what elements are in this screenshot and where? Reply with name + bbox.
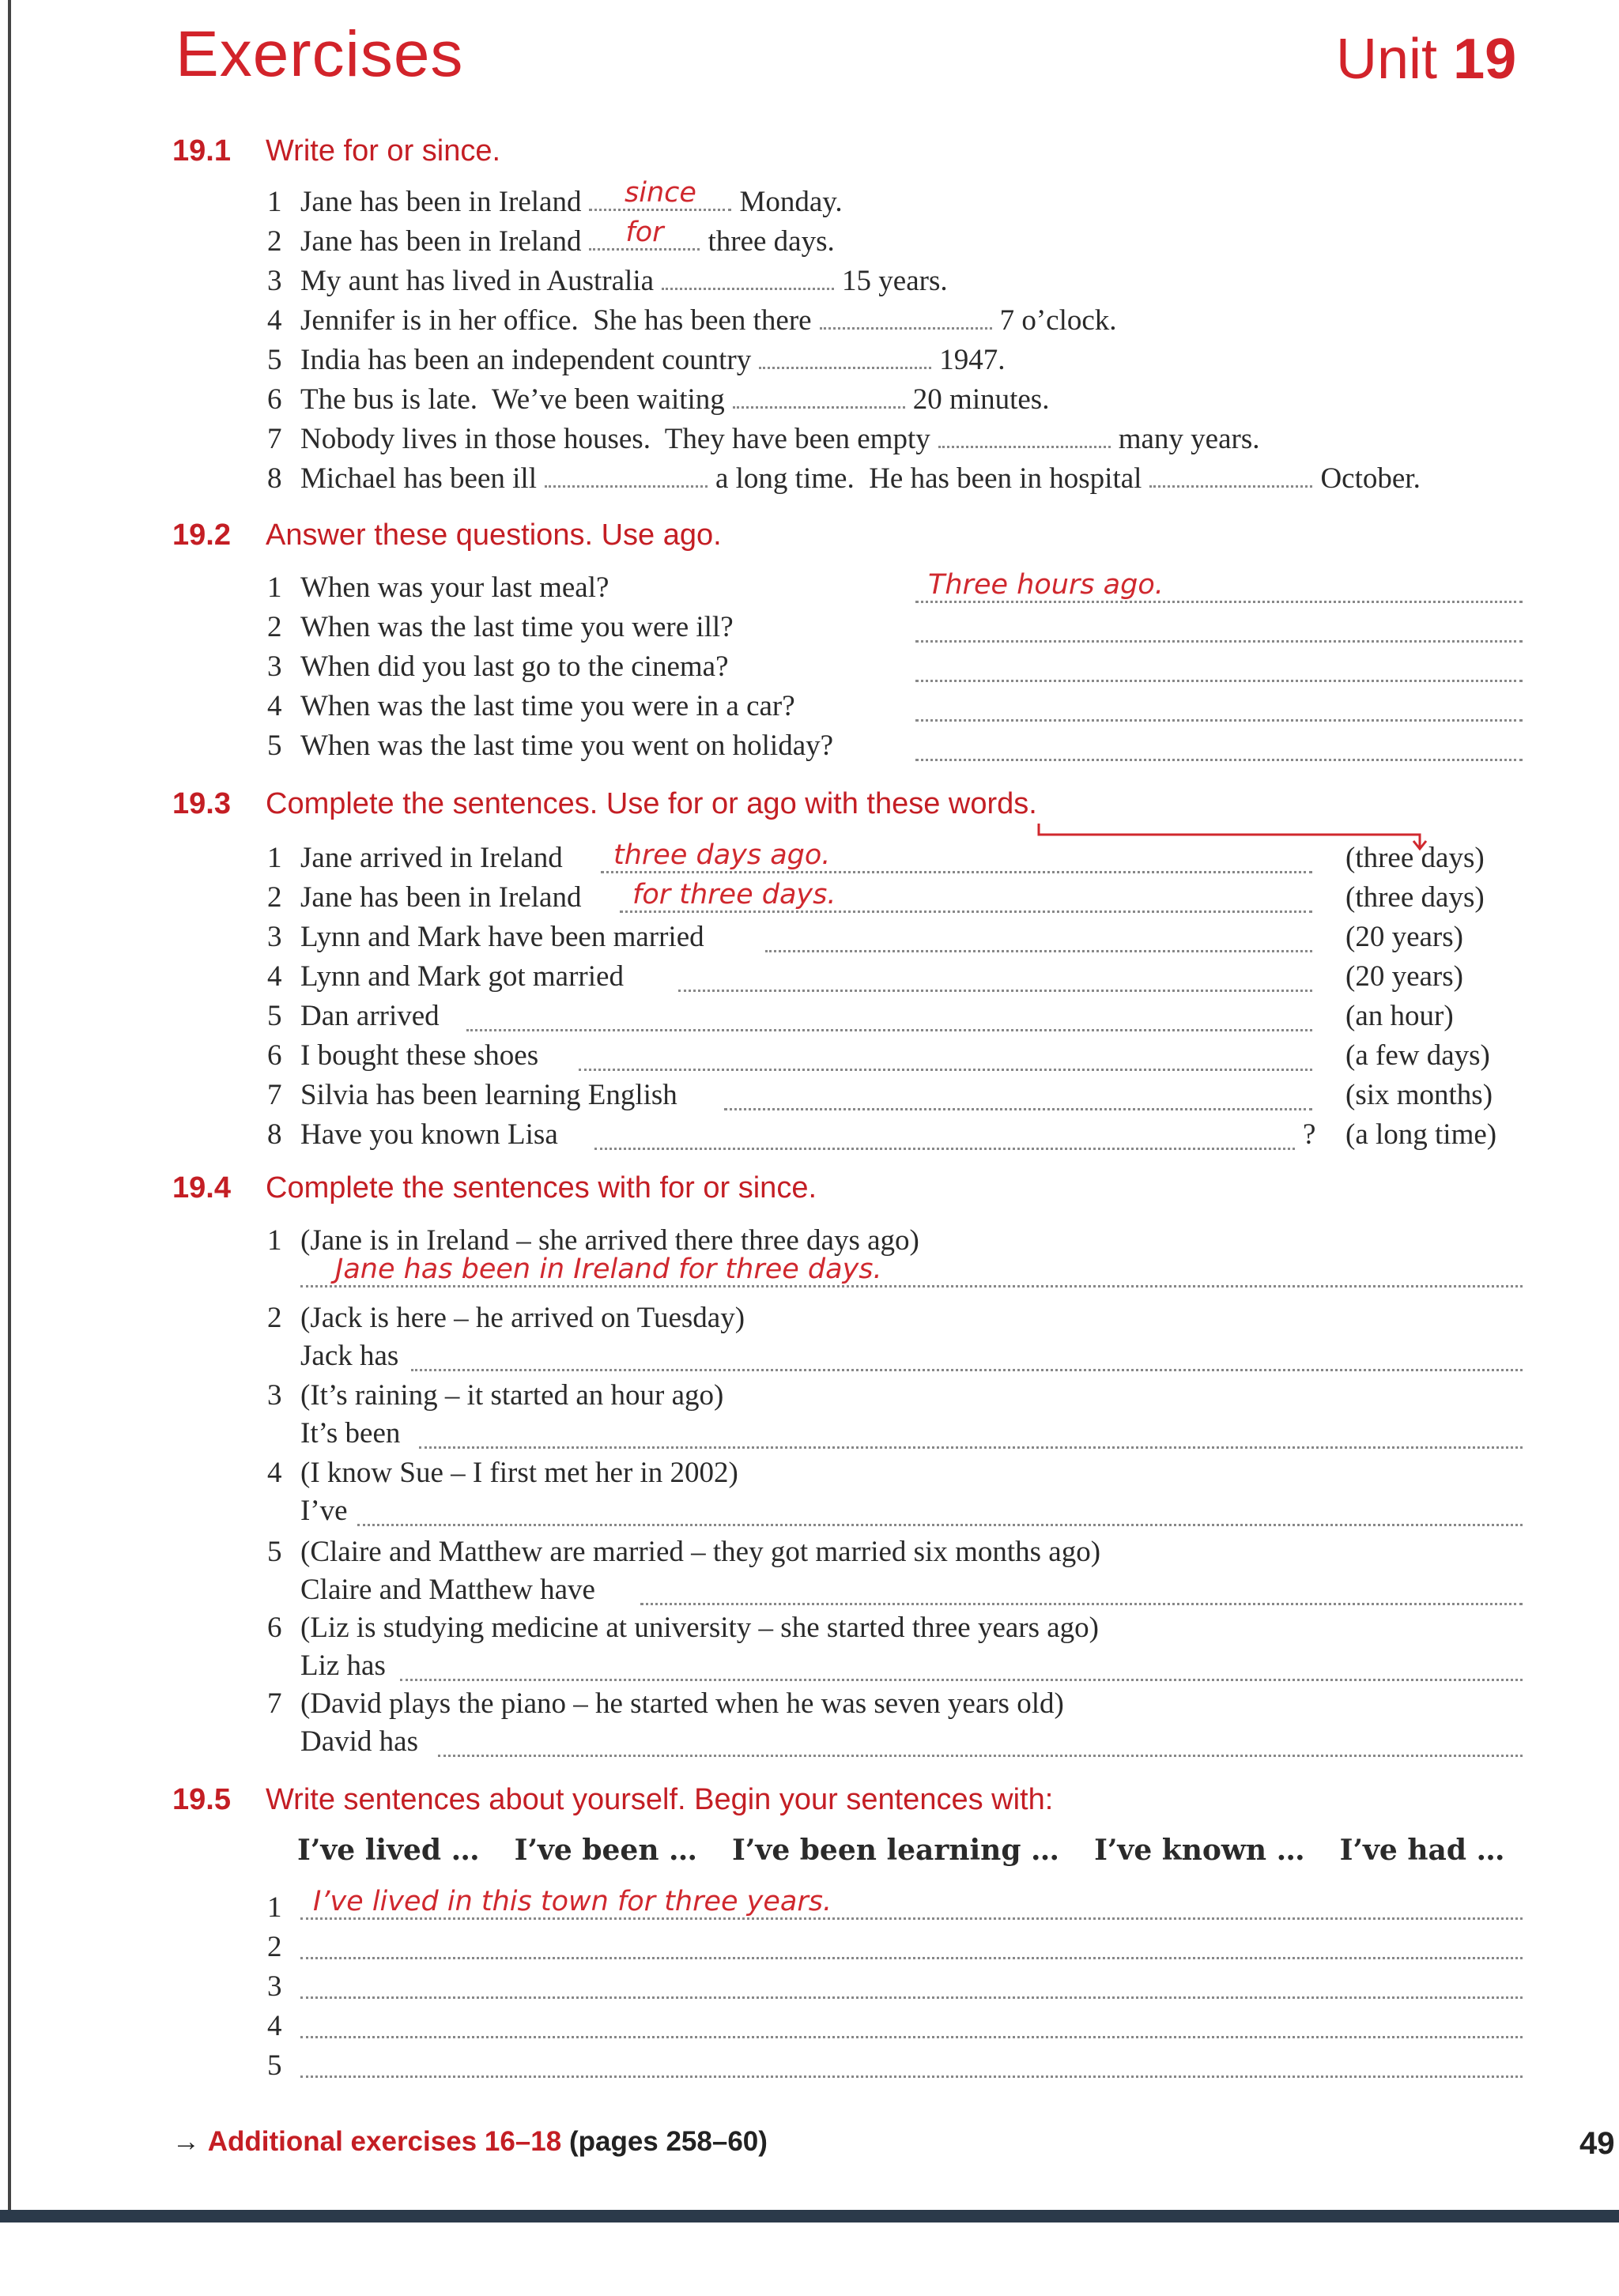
exercise-number: 19.4 xyxy=(172,1171,231,1205)
answer-blank[interactable] xyxy=(733,383,905,409)
exercise-item: 4 xyxy=(267,2010,282,2042)
sentence-start: It’s been xyxy=(300,1417,401,1450)
starter: I’ve been learning … xyxy=(732,1834,1060,1867)
exercise-item: 6 The bus is late. We’ve been waiting 20 minutes. xyxy=(267,383,1050,416)
arrow-right-icon: → xyxy=(172,2126,200,2157)
exercise-heading-19-5 xyxy=(172,1783,1053,1817)
page-number: 49 xyxy=(1579,2126,1615,2161)
exercise-number: 19.5 xyxy=(172,1783,231,1816)
word-hint: (six months) xyxy=(1345,1079,1493,1111)
answer-line[interactable] xyxy=(678,966,1312,992)
handwritten-answer: for three days. xyxy=(632,879,836,910)
handwritten-answer: three days ago. xyxy=(613,839,831,871)
answer-line[interactable] xyxy=(411,1345,1523,1371)
exercise-item: 4 Jennifer is in her office. She has been there 7 o’clock. xyxy=(267,304,1117,337)
word-hint: (a few days) xyxy=(1345,1039,1490,1072)
exercise-item: 5 India has been an independent country 1947. xyxy=(267,344,1006,376)
exercise-item: 3 xyxy=(267,1970,282,2003)
exercise-item: 1 When was your last meal? xyxy=(267,571,609,604)
word-hint: (20 years) xyxy=(1345,960,1463,993)
exercise-item: 5 xyxy=(267,2049,282,2082)
answer-blank[interactable] xyxy=(820,303,992,330)
answer-blank[interactable] xyxy=(938,422,1111,448)
exercise-item: 5 When was the last time you went on holiday? xyxy=(267,730,834,762)
answer-line[interactable] xyxy=(915,735,1523,761)
exercise-item: 3 When did you last go to the cinema? xyxy=(267,650,729,683)
handwritten-answer: since xyxy=(625,177,696,209)
exercise-number: 19.2 xyxy=(172,518,231,552)
exercise-item: 1 Jane arrived in Ireland xyxy=(267,842,563,874)
exercise-item: 2 Jane has been in Ireland xyxy=(267,881,582,914)
exercise-item: 5 (Claire and Matthew are married – they got married six months ago) xyxy=(267,1536,1101,1568)
sentence-starters xyxy=(297,1834,1540,1867)
sentence-start: David has xyxy=(300,1725,418,1758)
sentence-start: I’ve xyxy=(300,1495,348,1527)
exercise-item: 1 Jane has been in Ireland since Monday. xyxy=(267,177,843,218)
exercise-heading-19-4 xyxy=(172,1171,817,1205)
exercise-item: 7 Silvia has been learning English xyxy=(267,1079,677,1111)
starter: I’ve had … xyxy=(1339,1834,1505,1867)
exercise-item: 6 (Liz is studying medicine at university – she started three years ago) xyxy=(267,1612,1100,1644)
answer-blank[interactable] xyxy=(759,343,931,369)
exercise-instruction: Answer these questions. Use ago. xyxy=(266,518,722,552)
answer-blank[interactable] xyxy=(589,217,700,251)
page-reference: (pages 258–60) xyxy=(568,2126,768,2157)
answer-line[interactable] xyxy=(466,1005,1312,1031)
answer-line[interactable] xyxy=(300,1933,1523,1959)
exercise-item: 2 xyxy=(267,1931,282,1963)
exercise-number: 19.3 xyxy=(172,787,231,820)
exercise-item: 1 (Jane is in Ireland – she arrived there three days ago) xyxy=(267,1224,919,1257)
answer-blank[interactable] xyxy=(589,177,731,211)
exercise-item: 7 Nobody lives in those houses. They have been empty many years. xyxy=(267,423,1260,455)
answer-blank[interactable] xyxy=(545,462,708,488)
answer-line[interactable] xyxy=(640,1579,1523,1605)
bottom-border xyxy=(0,2210,1619,2222)
exercise-item: 5 Dan arrived xyxy=(267,1000,440,1032)
sentence-start: Claire and Matthew have xyxy=(300,1574,595,1606)
handwritten-answer: Jane has been in Ireland for three days. xyxy=(335,1254,882,1285)
answer-line[interactable] xyxy=(300,1886,1523,1920)
answer-line[interactable] xyxy=(438,1731,1523,1757)
exercise-item: 8 Michael has been ill a long time. He has been in hospital October. xyxy=(267,462,1421,495)
exercise-number: 19.1 xyxy=(172,134,231,168)
handwritten-answer: for xyxy=(625,217,664,248)
page-title: Exercises xyxy=(175,18,464,90)
exercise-item: 3 (It’s raining – it started an hour ago) xyxy=(267,1379,724,1412)
exercise-item: 8 Have you known Lisa xyxy=(267,1118,558,1151)
unit-label: Unit 19 xyxy=(1336,28,1517,91)
sentence-start: Liz has xyxy=(300,1649,386,1682)
answer-line[interactable] xyxy=(357,1500,1523,1526)
answer-line[interactable] xyxy=(915,616,1523,643)
answer-line[interactable] xyxy=(300,2052,1523,2078)
answer-line[interactable] xyxy=(579,1045,1312,1071)
additional-exercises-link[interactable] xyxy=(172,2126,768,2158)
word-hint: (a long time) xyxy=(1345,1118,1497,1151)
exercise-item: 7 (David plays the piano – he started when he was seven years old) xyxy=(267,1687,1064,1720)
answer-line[interactable] xyxy=(400,1655,1523,1681)
starter: I’ve been … xyxy=(514,1834,698,1867)
exercise-item: 6 I bought these shoes xyxy=(267,1039,539,1072)
answer-line[interactable] xyxy=(620,879,1312,913)
exercise-item: 4 (I know Sue – I first met her in 2002) xyxy=(267,1457,738,1489)
exercise-instruction: Write for or since. xyxy=(266,134,501,168)
answer-line[interactable] xyxy=(419,1423,1523,1449)
answer-line[interactable] xyxy=(300,1973,1523,1999)
word-hint: (three days) xyxy=(1345,881,1485,914)
starter: I’ve lived … xyxy=(297,1834,480,1867)
exercise-item: 4 When was the last time you were in a car? xyxy=(267,690,795,722)
answer-line[interactable] xyxy=(300,1254,1523,1287)
answer-line[interactable] xyxy=(601,839,1312,873)
answer-line[interactable] xyxy=(594,1124,1295,1150)
link-text: Additional exercises 16–18 xyxy=(207,2126,562,2157)
handwritten-answer: Three hours ago. xyxy=(928,569,1164,601)
exercise-heading-19-2 xyxy=(172,518,722,552)
handwritten-answer: I’ve lived in this town for three years. xyxy=(313,1886,832,1917)
exercise-item: 4 Lynn and Mark got married xyxy=(267,960,624,993)
word-hint: (an hour) xyxy=(1345,1000,1454,1032)
word-hint: (three days) xyxy=(1345,842,1485,874)
answer-blank[interactable] xyxy=(1149,462,1312,488)
answer-line[interactable] xyxy=(915,656,1523,682)
exercise-heading-19-3 xyxy=(172,787,1037,821)
exercise-heading-19-1 xyxy=(172,134,500,168)
sentence-start: Jack has xyxy=(300,1340,399,1372)
exercise-item: 2 (Jack is here – he arrived on Tuesday) xyxy=(267,1302,745,1334)
answer-line[interactable] xyxy=(915,569,1523,603)
unit-number: 19 xyxy=(1453,28,1517,91)
exercise-instruction: Write sentences about yourself. Begin your sentences with: xyxy=(266,1783,1054,1816)
answer-blank[interactable] xyxy=(662,264,834,290)
exercise-item: 3 Lynn and Mark have been married xyxy=(267,921,704,953)
answer-line[interactable] xyxy=(724,1084,1312,1110)
answer-line[interactable] xyxy=(915,696,1523,722)
question-mark: ? xyxy=(1303,1118,1316,1151)
exercise-instruction: Complete the sentences. Use for or ago with these words. xyxy=(266,787,1037,820)
exercise-item: 2 Jane has been in Ireland for three days. xyxy=(267,217,835,258)
answer-line[interactable] xyxy=(300,2012,1523,2038)
exercise-instruction: Complete the sentences with for or since. xyxy=(266,1171,817,1205)
answer-line[interactable] xyxy=(765,926,1312,952)
word-hint: (20 years) xyxy=(1345,921,1463,953)
exercise-item: 3 My aunt has lived in Australia 15 years. xyxy=(267,265,948,297)
exercise-item: 2 When was the last time you were ill? xyxy=(267,611,734,643)
left-margin-rule xyxy=(8,0,11,2213)
starter: I’ve known … xyxy=(1094,1834,1305,1867)
exercise-item: 1 xyxy=(267,1891,282,1924)
